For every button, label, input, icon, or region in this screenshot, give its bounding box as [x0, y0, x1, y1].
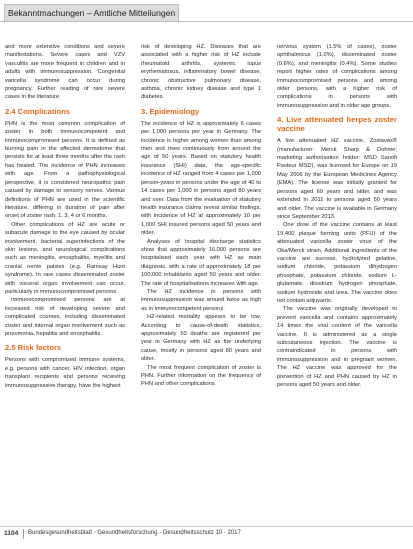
epidemiology-heading: 3. Epidemiology [141, 106, 200, 116]
journal-citation: Bundesgesundheitsblatt - Gesundheitsforschung - Gesundheitsschutz 10 · 2017 [28, 530, 241, 536]
footer-divider [0, 526, 413, 527]
footer-separator [23, 529, 24, 539]
epidemiology-paragraph-3: The HZ incidence in persons with immunosuppression was around twice as high as in immunocompetent persons. [141, 288, 261, 312]
header-divider [0, 21, 413, 22]
complications-heading: 2.4 Complications [5, 106, 70, 116]
risk-factors-heading: 2.5 Risk factors [5, 343, 62, 353]
text-column-1 [5, 43, 125, 390]
vaccine-paragraph-3: The vaccine was originally developed to prevent varicella and contains approximately 14 times the viral content of the varicella vaccine. It is administered as a single subcutaneous injection. The vaccine is contraindicated in persons with immunosuppression and in pregnant women. The HZ vaccine was approved for the prevention of HZ and PHN caused by HZ in persons aged 50 years and older. [277, 306, 397, 389]
epidemiology-paragraph-4: HZ-related mortality appears to be low. According to cause-of-death statistics, approximately 50 deaths are registered per year in Germany with HZ as the underlying cause, mostly in persons aged 80 years and older. [141, 314, 261, 363]
epidemiology-paragraph-1: The incidence of HZ is approximately 6 cases per 1,000 persons per year in Germany. The incidence is higher among women than among men and rises continuously from around the age of 50 years. Based on statutory health insurance (SHI) data, the age-specific incidence of HZ ranged from 4 cases per 1,000 person-years in persons under the age of 40 to 14 cases per 1,000 in persons aged 80 years and over. Data from the evaluation of statutory health insurance claims reveal similar findings, with incidence of HZ at approximately 10 per 1,000 SHI insured persons aged 50 years and older. [141, 120, 261, 237]
complications-paragraph-3: Immunocompromised persons are at increased risk of developing severe and complicated courses, including disseminated zoster and internal organ involvement such as pneumonia, hepatitis and encephalitis. [5, 297, 125, 337]
epidemiology-paragraph-5: The most frequent complication of zoster is PHN. Further information on the frequency of PHN and other complications [141, 364, 261, 388]
complications-paragraph-2: Other complications of HZ are acute or subacute damage to the eye caused by ocular involvement, bacterial superinfections of the skin lesions, and neurological complications such as meningitis, encephalitis, myelitis and cranial nerve palsies (e.g. Ramsay Hunt syndrome). In rare cases disseminated zoster with visceral organ involvement can occur, particularly in immunocompromised persons. [5, 221, 125, 295]
vaccine-paragraph-1: A live attenuated HZ vaccine, Zostavax® (manufacturer: Merck Sharp & Dohme; marketing authorisation holder: MSD Sanofi Pasteur MSD), was licensed for Europe on 19 May 2006 by the European Medicines Agency (EMA). The license was initially granted for persons aged 60 years and older, and was extended in 2011 to persons aged 50 years and older. The vaccine is available in Germany since September 2013. [277, 138, 397, 220]
column-3-intro: nervous system (1.5% of cases), zoster ophthalmicus (1.0%), disseminated zoster (0.6%), and meningitis (0.4%). Some studies report higher rates of complications among immunocompromised persons and among older persons, with a higher risk of complications in persons with immunosuppression and in older age groups. [277, 44, 397, 109]
epidemiology-paragraph-2: Analyses of hospital discharge statistics show that approximately 16,000 persons are hospitalised each year with HZ as main diagnosis, with a rate of approximately 18 per 100,000 inhabitants aged 50 years and older. The rate of hospitalisations increases with age. [141, 238, 261, 287]
vaccine-paragraph-2: One dose of the vaccine contains at least 19,400 plaque forming units (PFU) of the attenuated varicella zoster virus of the Oka/Merck strain. Additional ingredients of the vaccine are sucrose, hydrolyzed gelatine, sodium chloride, potassium dihydrogen phosphate, potassium chloride, sodium L-glutamate, disodium hydrogen phosphate, sodium hydroxide and urea. The vaccine does not contain adjuvants. [277, 222, 397, 304]
vaccine-heading: 4. Live attenuated herpes zoster vaccine [277, 115, 397, 134]
text-column-2 [141, 43, 261, 389]
page-header [0, 0, 413, 30]
column-2-intro: risk of developing HZ. Diseases that are associated with a higher risk of HZ include rheumatoid arthritis, systemic lupus erythematosus, inflammatory bowel disease, chronic obstructive pulmonary disease, asthma, chronic kidney disease and type 1 diabetes. [141, 44, 261, 101]
section-label: Bekanntmachungen – Amtliche Mitteilungen [4, 4, 179, 22]
page-number: 1104 [4, 530, 19, 537]
column-1-intro: and more extensive conditions and severe manifestations. Severe cases and VZV vasculitis are more frequent in children and in adults with immunosuppression. Congenital varicella syndrome can occur during pregnancy. Further reading of rare severe cases in the literature. [5, 44, 125, 101]
complications-paragraph-1: PHN is the most common complication of zoster in both immunocompetent and immunocompromised persons. It is defined as burning pain in the affected dermatome that persists for at least three months after the rash has healed. The incidence of PHN increases with age. From a pathophysiological perspective, it is considered neuropathic pain caused by damage to sensory nerves. Various definitions of PHN are used in the scientific literature, differing in duration of pain after onset of zoster rash: 1, 3, 4 or 6 months. [5, 120, 125, 220]
risk-factors-paragraph: Persons with compromised immune systems, e.g. persons with cancer, HIV infection, organ transplant recipients and persons receiving immunosuppressive therapy, have the highest [5, 357, 125, 389]
text-column-3 [277, 43, 397, 389]
